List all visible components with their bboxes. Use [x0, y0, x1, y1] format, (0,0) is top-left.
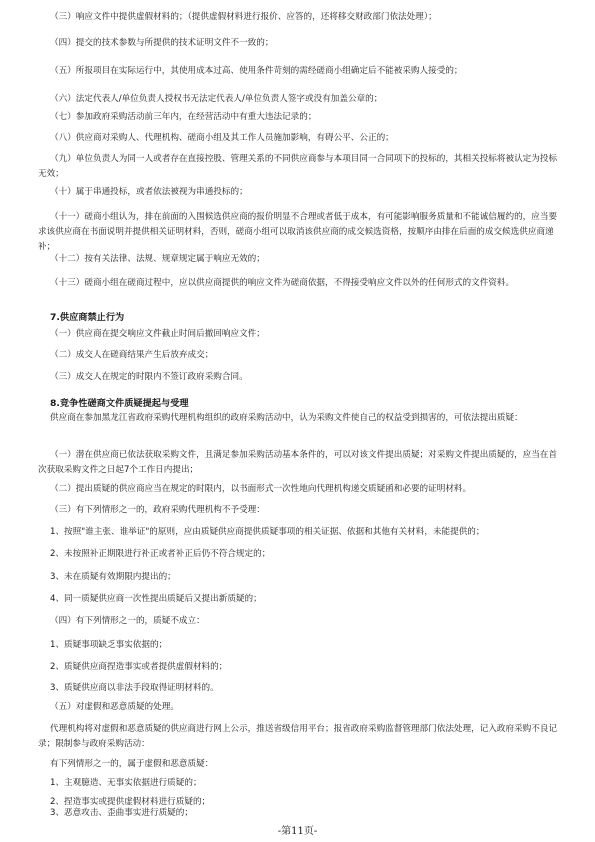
- paragraph: 1、按照"谁主张、谁举证"的原则，应由质疑供应商提供质疑事项的相关证据、依据和其他有关材料，未能提供的；: [50, 527, 485, 537]
- paragraph: （十）属于串通投标，或者依法被视为串通投标的；: [50, 187, 248, 197]
- paragraph: （四）有下列情形之一的，质疑不成立：: [50, 616, 205, 626]
- paragraph: （三）有下列情形之一的，政府采购代理机构不予受理：: [50, 505, 265, 515]
- paragraph: （十二）按有关法律、法规、规章规定属于响应无效的；: [50, 254, 265, 264]
- section-heading: 8.竞争性磋商文件质疑提起与受理: [50, 398, 189, 409]
- paragraph: （五）对虚假和恶意质疑的处理。: [50, 702, 179, 712]
- paragraph: （三）响应文件中提供虚假材料的；（提供虚假材料进行报价、应答的，还将移交财政部门依法处理）；: [50, 12, 437, 22]
- paragraph: （二）提出质疑的供应商应当在规定的时限内，以书面形式一次性地向代理机构递交质疑函和必要的证明材料。: [50, 484, 472, 494]
- paragraph: 1、质疑事项缺乏事实依据的；: [50, 640, 168, 650]
- paragraph: （十一）磋商小组认为，排在前面的入围候选供应商的报价明显不合理或者低于成本，有可能影响服务质量和不能诚信履约的，应当要求该供应商在书面说明并提供相关证明材料，否则，磋商小组可以取消该供应商的成交候选资格，按顺序由排在后面的成交候选供应商递补；: [38, 212, 558, 252]
- paragraph: （三）成交人在规定的时限内不签订政府采购合同。: [50, 372, 248, 382]
- paragraph: （八）供应商对采购人、代理机构、磋商小组及其工作人员施加影响，有碍公平、公正的；: [50, 133, 394, 143]
- paragraph: 3、恶意攻击、歪曲事实进行质疑的；: [50, 808, 193, 818]
- paragraph: （二）成交人在磋商结果产生后放弃成交；: [50, 350, 214, 360]
- paragraph: 2、未按照补正期限进行补正或者补正后仍不符合规定的；: [50, 549, 271, 559]
- paragraph: 3、质疑供应商以非法手段取得证明材料的。: [50, 683, 219, 693]
- paragraph: （九）单位负责人为同一人或者存在直接控股、管理关系的不同供应商参与本项目同一合同项下的投标的，其相关投标将被认定为投标无效；: [38, 154, 558, 179]
- paragraph: 1、主观臆造、无事实依据进行质疑的；: [50, 778, 202, 788]
- paragraph: （六）法定代表人/单位负责人授权书无法定代表人/单位负责人签字或没有加盖公章的；: [50, 94, 383, 104]
- page-number: -第11页-: [277, 826, 318, 837]
- paragraph: 2、质疑供应商捏造事实或者提供虚假材料的；: [50, 662, 228, 672]
- paragraph: （一）供应商在提交响应文件截止时间后撤回响应文件；: [50, 329, 265, 339]
- section-heading: 7.供应商禁止行为: [50, 312, 125, 323]
- paragraph: 4、同一质疑供应商一次性提出质疑后又提出新质疑的；: [50, 594, 262, 604]
- paragraph: （四）提交的技术参数与所提供的技术证明文件不一致的；: [50, 38, 274, 48]
- paragraph: （七）参加政府采购活动前三年内，在经营活动中有重大违法记录的；: [50, 112, 317, 122]
- paragraph: （十三）磋商小组在磋商过程中，应以供应商提供的响应文件为磋商依据，不得接受响应文件以外的任何形式的文件资料。: [50, 278, 515, 288]
- paragraph: （一）潜在供应商已依法获取采购文件，且满足参加采购活动基本条件的，可以对该文件提出质疑；对采购文件提出质疑的，应当在首次获取采购文件之日起7个工作日内提出；: [38, 450, 558, 475]
- paragraph: 有下列情形之一的，属于虚假和恶意质疑：: [50, 759, 214, 769]
- paragraph: 3、未在质疑有效期限内提出的；: [50, 572, 176, 582]
- paragraph: 代理机构将对虚假和恶意质疑的供应商进行网上公示，推送省级信用平台；报省政府采购监督管理部门依法处理，记入政府采购不良记录；限制参与政府采购活动：: [38, 724, 558, 749]
- paragraph: （五）所报项目在实际运行中，其使用成本过高、使用条件苛刻的需经磋商小组确定后不能被采购人接受的；: [50, 66, 463, 76]
- paragraph: 2、捏造事实或提供虚假材料进行质疑的；: [50, 797, 211, 807]
- paragraph: 供应商在参加黑龙江省政府采购代理机构组织的政府采购活动中，认为采购文件使自己的权益受到损害的，可依法提出质疑：: [50, 413, 523, 423]
